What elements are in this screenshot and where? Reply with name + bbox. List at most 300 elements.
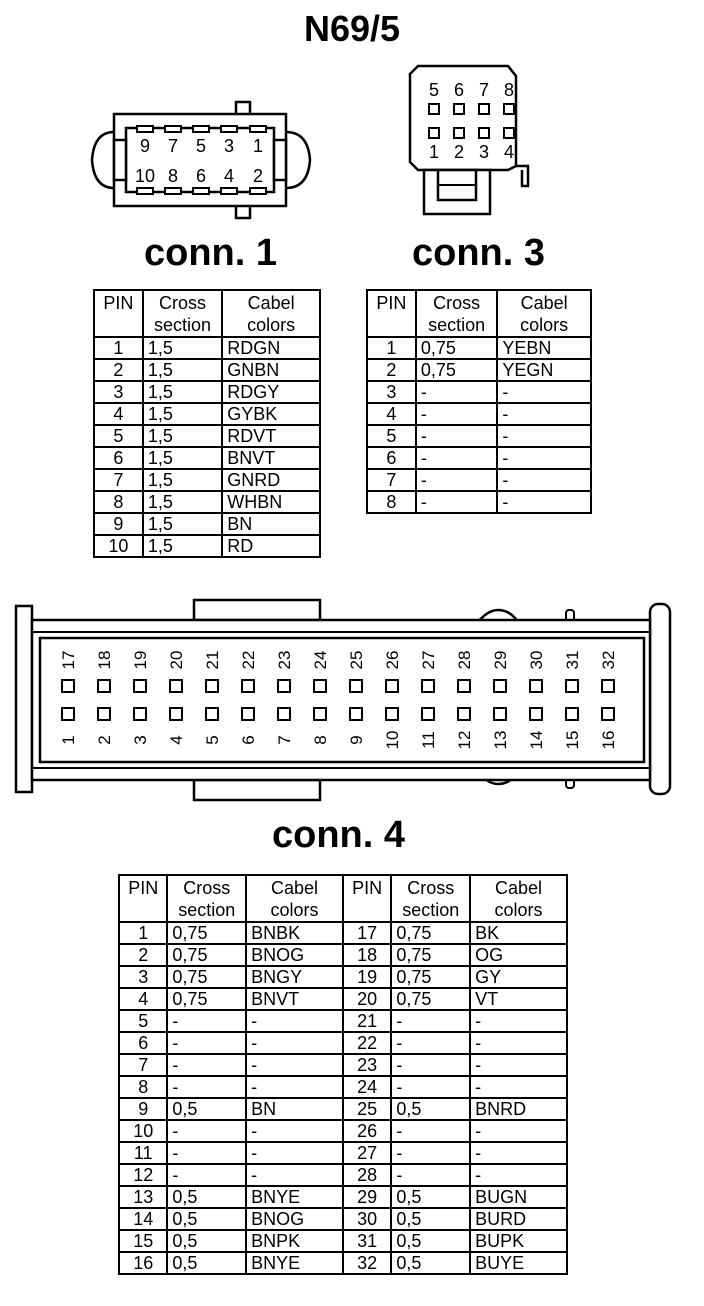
table-row xyxy=(119,1098,567,1120)
pin-slot xyxy=(193,188,209,194)
pin-slot xyxy=(62,680,74,692)
table-row xyxy=(119,922,567,944)
table-row xyxy=(119,1208,567,1230)
pin-number-cell: 4 xyxy=(94,403,143,425)
pin-label: 16 xyxy=(599,730,618,750)
cable-color-cell: - xyxy=(497,381,591,403)
pin-slot xyxy=(458,680,470,692)
cross-section-cell: 1,5 xyxy=(143,403,222,425)
conn1-right-latch xyxy=(286,132,310,188)
pin-label: 6 xyxy=(453,80,465,100)
pin-slot xyxy=(98,680,110,692)
cross-section-cell: 0,5 xyxy=(167,1252,246,1274)
cable-color-cell: BNYE xyxy=(246,1252,343,1274)
conn1-drawing xyxy=(86,100,316,220)
pin-number-cell: 5 xyxy=(94,425,143,447)
header-pin: PIN xyxy=(94,290,143,337)
pin-number-cell: 25 xyxy=(343,1098,391,1120)
pin-number-cell: 22 xyxy=(343,1032,391,1054)
pin-number-cell: 1 xyxy=(94,337,143,359)
cross-section-cell: 0,5 xyxy=(391,1208,470,1230)
cross-section-cell: 0,75 xyxy=(167,922,246,944)
pin-number-cell: 1 xyxy=(119,922,167,944)
header-cable-colors: Cabel colors xyxy=(497,290,591,337)
pin-number-cell: 19 xyxy=(343,966,391,988)
table-row xyxy=(94,381,320,403)
conn1-pin-table xyxy=(93,289,321,558)
conn3-drawing xyxy=(404,62,540,220)
cross-section-cell: - xyxy=(391,1010,470,1032)
cable-color-cell: - xyxy=(246,1032,343,1054)
pin-number-cell: 2 xyxy=(367,359,416,381)
table-row xyxy=(119,1032,567,1054)
pin-label: 7 xyxy=(275,735,294,745)
cable-color-cell: RDGY xyxy=(222,381,320,403)
pin-label: 15 xyxy=(563,730,582,750)
pin-slot xyxy=(134,708,146,720)
pin-slot xyxy=(165,126,181,132)
pin-slot xyxy=(454,104,464,114)
cross-section-cell: - xyxy=(391,1076,470,1098)
pin-number-cell: 29 xyxy=(343,1186,391,1208)
pin-number-cell: 24 xyxy=(343,1076,391,1098)
pin-number-cell: 2 xyxy=(94,359,143,381)
pin-label: 3 xyxy=(478,142,490,162)
cable-color-cell: - xyxy=(470,1076,567,1098)
pin-slot xyxy=(250,126,266,132)
pin-label: 8 xyxy=(503,80,515,100)
cable-color-cell: - xyxy=(470,1010,567,1032)
table-row xyxy=(119,944,567,966)
pin-slot xyxy=(602,708,614,720)
pin-label: 1 xyxy=(59,735,78,745)
pin-label: 10 xyxy=(134,166,156,186)
pin-slot xyxy=(350,708,362,720)
conn3-title: conn. 3 xyxy=(412,232,546,274)
pin-number-cell: 16 xyxy=(119,1252,167,1274)
pin-number-cell: 14 xyxy=(119,1208,167,1230)
pin-slot xyxy=(494,708,506,720)
cross-section-cell: - xyxy=(391,1164,470,1186)
header-pin: PIN xyxy=(343,875,391,922)
cross-section-cell: 0,5 xyxy=(391,1186,470,1208)
cable-color-cell: RDGN xyxy=(222,337,320,359)
pin-slot xyxy=(250,188,266,194)
pin-number-cell: 28 xyxy=(343,1164,391,1186)
cable-color-cell: - xyxy=(470,1164,567,1186)
cross-section-cell: 1,5 xyxy=(143,469,222,491)
pin-label: 21 xyxy=(203,650,222,670)
cable-color-cell: BN xyxy=(222,513,320,535)
pin-slot xyxy=(454,128,464,138)
header-cable-colors: Cabel colors xyxy=(222,290,320,337)
pin-label: 2 xyxy=(453,142,465,162)
pin-slot xyxy=(566,708,578,720)
pin-label: 17 xyxy=(59,650,78,670)
pin-slot xyxy=(314,708,326,720)
table-row xyxy=(119,1054,567,1076)
pin-number-cell: 15 xyxy=(119,1230,167,1252)
pin-label: 14 xyxy=(527,730,546,750)
cross-section-cell: 0,5 xyxy=(391,1252,470,1274)
pin-number-cell: 17 xyxy=(343,922,391,944)
cable-color-cell: BNVT xyxy=(222,447,320,469)
header-cross-section: Cross section xyxy=(416,290,497,337)
cable-color-cell: GYBK xyxy=(222,403,320,425)
cable-color-cell: RDVT xyxy=(222,425,320,447)
cable-color-cell: - xyxy=(246,1076,343,1098)
pin-label: 32 xyxy=(599,650,618,670)
cable-color-cell: - xyxy=(470,1032,567,1054)
cable-color-cell: BNBK xyxy=(246,922,343,944)
pin-slot xyxy=(221,126,237,132)
pin-label: 8 xyxy=(311,735,330,745)
cross-section-cell: - xyxy=(416,491,497,513)
pin-number-cell: 30 xyxy=(343,1208,391,1230)
cable-color-cell: BURD xyxy=(470,1208,567,1230)
header-pin: PIN xyxy=(367,290,416,337)
pin-number-cell: 7 xyxy=(94,469,143,491)
cross-section-cell: - xyxy=(167,1076,246,1098)
cable-color-cell: BUGN xyxy=(470,1186,567,1208)
pin-slot xyxy=(278,708,290,720)
cross-section-cell: - xyxy=(391,1032,470,1054)
pin-label: 8 xyxy=(167,166,179,186)
pin-number-cell: 4 xyxy=(119,988,167,1010)
cable-color-cell: - xyxy=(246,1120,343,1142)
pin-number-cell: 2 xyxy=(119,944,167,966)
pin-label: 3 xyxy=(223,136,235,156)
pin-number-cell: 11 xyxy=(119,1142,167,1164)
table-row xyxy=(119,1142,567,1164)
pin-slot xyxy=(170,708,182,720)
conn4-title: conn. 4 xyxy=(272,814,406,856)
pin-slot xyxy=(221,188,237,194)
table-header-row xyxy=(119,875,567,922)
pin-label: 2 xyxy=(95,735,114,745)
conn1-left-latch xyxy=(92,132,114,188)
pin-label: 5 xyxy=(428,80,440,100)
cross-section-cell: 1,5 xyxy=(143,337,222,359)
pin-label: 23 xyxy=(275,650,294,670)
cable-color-cell: BNOG xyxy=(246,944,343,966)
pin-number-cell: 13 xyxy=(119,1186,167,1208)
table-row xyxy=(94,403,320,425)
cable-color-cell: - xyxy=(470,1054,567,1076)
cable-color-cell: GY xyxy=(470,966,567,988)
header-cross-section: Cross section xyxy=(167,875,246,922)
pin-slot xyxy=(314,680,326,692)
cross-section-cell: 0,75 xyxy=(167,966,246,988)
conn3-latch xyxy=(516,166,528,186)
pin-number-cell: 3 xyxy=(367,381,416,403)
cable-color-cell: VT xyxy=(470,988,567,1010)
cable-color-cell: - xyxy=(246,1054,343,1076)
pin-number-cell: 6 xyxy=(119,1032,167,1054)
cable-color-cell: OG xyxy=(470,944,567,966)
pin-label: 12 xyxy=(455,730,474,750)
pin-label: 18 xyxy=(95,650,114,670)
pin-number-cell: 27 xyxy=(343,1142,391,1164)
pin-slot xyxy=(134,680,146,692)
cross-section-cell: 0,75 xyxy=(167,988,246,1010)
cross-section-cell: 0,5 xyxy=(167,1186,246,1208)
pin-number-cell: 21 xyxy=(343,1010,391,1032)
table-row xyxy=(119,1230,567,1252)
pin-number-cell: 3 xyxy=(119,966,167,988)
pin-number-cell: 7 xyxy=(119,1054,167,1076)
cable-color-cell: BNGY xyxy=(246,966,343,988)
cross-section-cell: 0,75 xyxy=(416,337,497,359)
table-row xyxy=(119,1252,567,1274)
pin-label: 3 xyxy=(131,735,150,745)
cable-color-cell: YEBN xyxy=(497,337,591,359)
cross-section-cell: 1,5 xyxy=(143,381,222,403)
pin-label: 19 xyxy=(131,650,150,670)
table-row xyxy=(94,425,320,447)
pin-slot xyxy=(98,708,110,720)
pin-label: 7 xyxy=(167,136,179,156)
conn3-pin-table xyxy=(366,289,592,514)
cable-color-cell: - xyxy=(497,469,591,491)
pin-label: 10 xyxy=(383,730,402,750)
cross-section-cell: 1,5 xyxy=(143,513,222,535)
pin-label: 2 xyxy=(252,166,264,186)
table-row xyxy=(94,513,320,535)
pin-number-cell: 8 xyxy=(119,1076,167,1098)
pin-slot xyxy=(206,680,218,692)
header-cable-colors: Cabel colors xyxy=(470,875,567,922)
cross-section-cell: - xyxy=(167,1054,246,1076)
cross-section-cell: - xyxy=(167,1164,246,1186)
pin-number-cell: 10 xyxy=(94,535,143,557)
cable-color-cell: GNBN xyxy=(222,359,320,381)
pin-number-cell: 8 xyxy=(367,491,416,513)
cross-section-cell: - xyxy=(167,1120,246,1142)
pin-number-cell: 6 xyxy=(94,447,143,469)
cable-color-cell: GNRD xyxy=(222,469,320,491)
pin-slot xyxy=(504,128,514,138)
header-pin: PIN xyxy=(119,875,167,922)
table-row xyxy=(367,359,591,381)
cross-section-cell: 0,75 xyxy=(167,944,246,966)
cross-section-cell: 0,5 xyxy=(167,1230,246,1252)
cable-color-cell: BNOG xyxy=(246,1208,343,1230)
cross-section-cell: 1,5 xyxy=(143,425,222,447)
pin-slot xyxy=(530,708,542,720)
pin-slot xyxy=(242,680,254,692)
pin-number-cell: 18 xyxy=(343,944,391,966)
cross-section-cell: 0,5 xyxy=(167,1208,246,1230)
pin-label: 11 xyxy=(419,731,438,749)
pin-label: 4 xyxy=(167,735,186,745)
cross-section-cell: 0,5 xyxy=(391,1230,470,1252)
pin-label: 1 xyxy=(252,136,264,156)
pin-number-cell: 31 xyxy=(343,1230,391,1252)
cross-section-cell: - xyxy=(167,1142,246,1164)
cross-section-cell: 1,5 xyxy=(143,491,222,513)
table-row xyxy=(94,447,320,469)
pin-number-cell: 9 xyxy=(119,1098,167,1120)
cable-color-cell: - xyxy=(497,425,591,447)
pin-label: 27 xyxy=(419,650,438,670)
pin-label: 4 xyxy=(503,142,515,162)
pin-number-cell: 10 xyxy=(119,1120,167,1142)
pin-slot xyxy=(429,128,439,138)
conn1-title: conn. 1 xyxy=(144,232,278,274)
table-row xyxy=(367,337,591,359)
cable-color-cell: - xyxy=(246,1164,343,1186)
cross-section-cell: - xyxy=(167,1010,246,1032)
table-row xyxy=(367,381,591,403)
cross-section-cell: - xyxy=(391,1054,470,1076)
pin-label: 5 xyxy=(195,136,207,156)
cross-section-cell: 0,75 xyxy=(391,922,470,944)
pin-slot xyxy=(494,680,506,692)
pin-slot xyxy=(602,680,614,692)
pin-slot xyxy=(170,680,182,692)
cable-color-cell: - xyxy=(497,491,591,513)
pin-slot xyxy=(62,708,74,720)
page-title: N69/5 xyxy=(303,8,401,49)
cross-section-cell: - xyxy=(167,1032,246,1054)
cable-color-cell: BNRD xyxy=(470,1098,567,1120)
pin-slot xyxy=(566,680,578,692)
pin-slot xyxy=(386,680,398,692)
pin-number-cell: 26 xyxy=(343,1120,391,1142)
cross-section-cell: - xyxy=(416,447,497,469)
table-row xyxy=(94,469,320,491)
pin-label: 30 xyxy=(527,650,546,670)
table-row xyxy=(367,403,591,425)
cable-color-cell: BUYE xyxy=(470,1252,567,1274)
pin-label: 9 xyxy=(139,136,151,156)
cross-section-cell: 0,75 xyxy=(391,966,470,988)
pin-label: 20 xyxy=(167,650,186,670)
cross-section-cell: - xyxy=(416,425,497,447)
pin-number-cell: 20 xyxy=(343,988,391,1010)
table-row xyxy=(367,469,591,491)
pin-slot xyxy=(479,128,489,138)
pin-number-cell: 1 xyxy=(367,337,416,359)
pin-slot xyxy=(137,188,153,194)
cable-color-cell: - xyxy=(497,403,591,425)
pin-label: 26 xyxy=(383,650,402,670)
cable-color-cell: BUPK xyxy=(470,1230,567,1252)
pin-number-cell: 4 xyxy=(367,403,416,425)
table-row xyxy=(94,359,320,381)
pin-slot xyxy=(479,104,489,114)
pin-label: 6 xyxy=(195,166,207,186)
pin-slot xyxy=(206,708,218,720)
pin-label: 6 xyxy=(239,735,258,745)
cross-section-cell: - xyxy=(391,1120,470,1142)
cross-section-cell: 1,5 xyxy=(143,359,222,381)
cross-section-cell: - xyxy=(416,469,497,491)
table-row xyxy=(119,988,567,1010)
pin-slot xyxy=(193,126,209,132)
pin-slot xyxy=(242,708,254,720)
table-row xyxy=(119,1186,567,1208)
pin-slot xyxy=(422,708,434,720)
pin-slot xyxy=(165,188,181,194)
cross-section-cell: 1,5 xyxy=(143,447,222,469)
table-row xyxy=(94,491,320,513)
pin-label: 22 xyxy=(239,650,258,670)
cross-section-cell: - xyxy=(416,381,497,403)
cable-color-cell: BN xyxy=(246,1098,343,1120)
pin-label: 9 xyxy=(347,735,366,745)
pin-label: 29 xyxy=(491,650,510,670)
cross-section-cell: - xyxy=(416,403,497,425)
pin-slot xyxy=(458,708,470,720)
cable-color-cell: YEGN xyxy=(497,359,591,381)
cross-section-cell: 0,5 xyxy=(167,1098,246,1120)
pin-slot xyxy=(504,104,514,114)
cable-color-cell: - xyxy=(497,447,591,469)
cross-section-cell: 0,5 xyxy=(391,1098,470,1120)
table-header-row xyxy=(367,290,591,337)
pin-label: 1 xyxy=(428,142,440,162)
conn4-pin-table xyxy=(118,874,568,1275)
table-header-row xyxy=(94,290,320,337)
cable-color-cell: BK xyxy=(470,922,567,944)
pin-label: 4 xyxy=(223,166,235,186)
pin-number-cell: 6 xyxy=(367,447,416,469)
table-row xyxy=(367,425,591,447)
pin-slot xyxy=(422,680,434,692)
header-cross-section: Cross section xyxy=(143,290,222,337)
table-row xyxy=(94,337,320,359)
pin-label: 28 xyxy=(455,650,474,670)
pin-slot xyxy=(530,680,542,692)
table-row xyxy=(119,966,567,988)
pin-number-cell: 32 xyxy=(343,1252,391,1274)
header-cross-section: Cross section xyxy=(391,875,470,922)
pin-label: 7 xyxy=(478,80,490,100)
pin-number-cell: 23 xyxy=(343,1054,391,1076)
pin-slot xyxy=(386,708,398,720)
cable-color-cell: WHBN xyxy=(222,491,320,513)
table-row xyxy=(119,1010,567,1032)
pin-slot xyxy=(350,680,362,692)
cross-section-cell: 1,5 xyxy=(143,535,222,557)
cross-section-cell: 0,75 xyxy=(416,359,497,381)
cross-section-cell: 0,75 xyxy=(391,988,470,1010)
table-row xyxy=(367,447,591,469)
cable-color-cell: BNPK xyxy=(246,1230,343,1252)
pin-number-cell: 8 xyxy=(94,491,143,513)
pin-slot xyxy=(278,680,290,692)
table-row xyxy=(119,1120,567,1142)
table-row xyxy=(367,491,591,513)
cable-color-cell: - xyxy=(246,1142,343,1164)
pin-number-cell: 3 xyxy=(94,381,143,403)
pin-label: 25 xyxy=(347,650,366,670)
cross-section-cell: - xyxy=(391,1142,470,1164)
pin-number-cell: 7 xyxy=(367,469,416,491)
table-row xyxy=(119,1076,567,1098)
pin-number-cell: 5 xyxy=(119,1010,167,1032)
cable-color-cell: - xyxy=(470,1142,567,1164)
cross-section-cell: 0,75 xyxy=(391,944,470,966)
pin-slot xyxy=(137,126,153,132)
pin-number-cell: 9 xyxy=(94,513,143,535)
pin-label: 24 xyxy=(311,650,330,670)
conn4-drawing xyxy=(12,596,678,804)
pin-label: 5 xyxy=(203,735,222,745)
cable-color-cell: BNYE xyxy=(246,1186,343,1208)
